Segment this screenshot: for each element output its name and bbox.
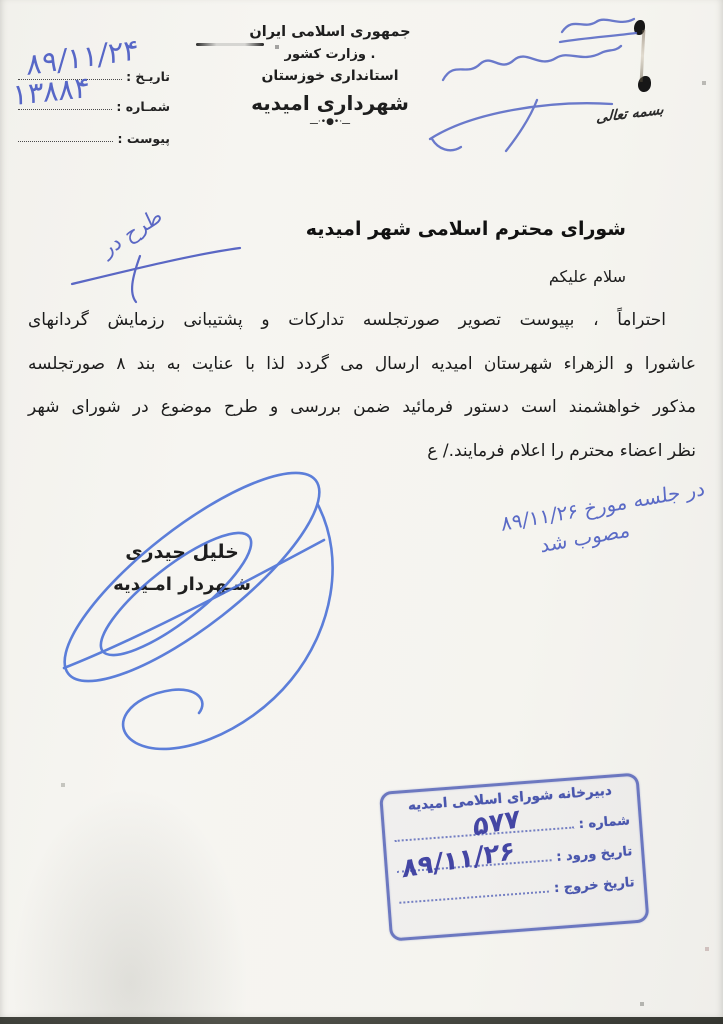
attachment-field-row (18, 122, 170, 146)
attachment-label: پیوست : (117, 131, 170, 146)
salutation: شورای محترم اسلامی شهر امیدیه (305, 218, 626, 240)
stamp-title: دبیرخانه شورای اسلامی امیدیه (407, 782, 613, 814)
stamp-number-label: شماره : (578, 813, 631, 833)
paragraph-line: عاشورا و الزهراء شهرستان امیدیه ارسال می گردد لذا با عنایت به بند ۸ صورتجلسه (28, 353, 696, 374)
handwritten-approval-note (408, 476, 707, 580)
signature-block (86, 541, 278, 595)
letterhead-ornament: ـــ·•●•·ـــ (309, 117, 350, 127)
letterhead-country: جمهوری اسلامی ایران (249, 24, 411, 40)
stamp-exit-dots (399, 881, 550, 904)
scan-artifact-line (196, 43, 264, 46)
paragraph-line: مذکور خواهشمند است دستور فرمائید ضمن بررسی و طرح موضوع در شورای شهر (28, 397, 696, 417)
handwritten-plan-note: طرح در (98, 202, 166, 262)
attachment-dotted-line (18, 129, 113, 142)
date-label: تاریـخ : (126, 69, 170, 84)
bismillah-text: بسمه تعالی (595, 101, 665, 127)
letterhead-governorate: استانداری خوزستان (261, 68, 399, 84)
handwritten-date-value: ۸۹/۱۱/۲۴ (26, 31, 139, 83)
number-label: شمـاره : (116, 99, 170, 114)
stamp-handwritten-date: ۸۹/۱۱/۲۶ (401, 835, 516, 885)
letter-paragraph (28, 299, 696, 473)
stamp-entry-label: تاریخ ورود : (555, 844, 633, 865)
secretariat-stamp (379, 773, 650, 942)
stamp-handwritten-number: ۵۷۷ (472, 803, 521, 843)
letterhead-municipality: شهرداری امیدیه (251, 91, 409, 115)
signature-swirl (38, 442, 346, 749)
approval-note-line1: در جلسه مورخ ۸۹/۱۱/۲۶ (500, 475, 706, 536)
scan-bottom-edge (0, 1017, 723, 1024)
paragraph-line: نظر اعضاء محترم را اعلام فرمایند./ ع (427, 440, 696, 461)
stamp-exit-label: تاریخ خروج : (553, 875, 636, 897)
signer-title: شـهردار امـیدیه (113, 574, 251, 595)
letter-body (28, 218, 696, 473)
scan-speckles (0, 0, 2, 2)
handwritten-number-value: ۱۳۸۸۴ (12, 69, 90, 113)
letterhead (225, 24, 435, 127)
approval-note-line2: مصوب شد (539, 517, 631, 558)
paragraph-line: احتراماً ، بپیوست تصویر صورتجلسه تدارکات و پشتیبانی رزمایش گردانهای (28, 310, 666, 330)
letterhead-ministry: . وزارت کشور (284, 47, 376, 62)
staple-crease (640, 30, 646, 82)
signer-name: خلیل حیدری (125, 541, 239, 563)
greeting: سلام علیکم (548, 267, 626, 286)
handwritten-scrawl-top-right (430, 19, 636, 151)
